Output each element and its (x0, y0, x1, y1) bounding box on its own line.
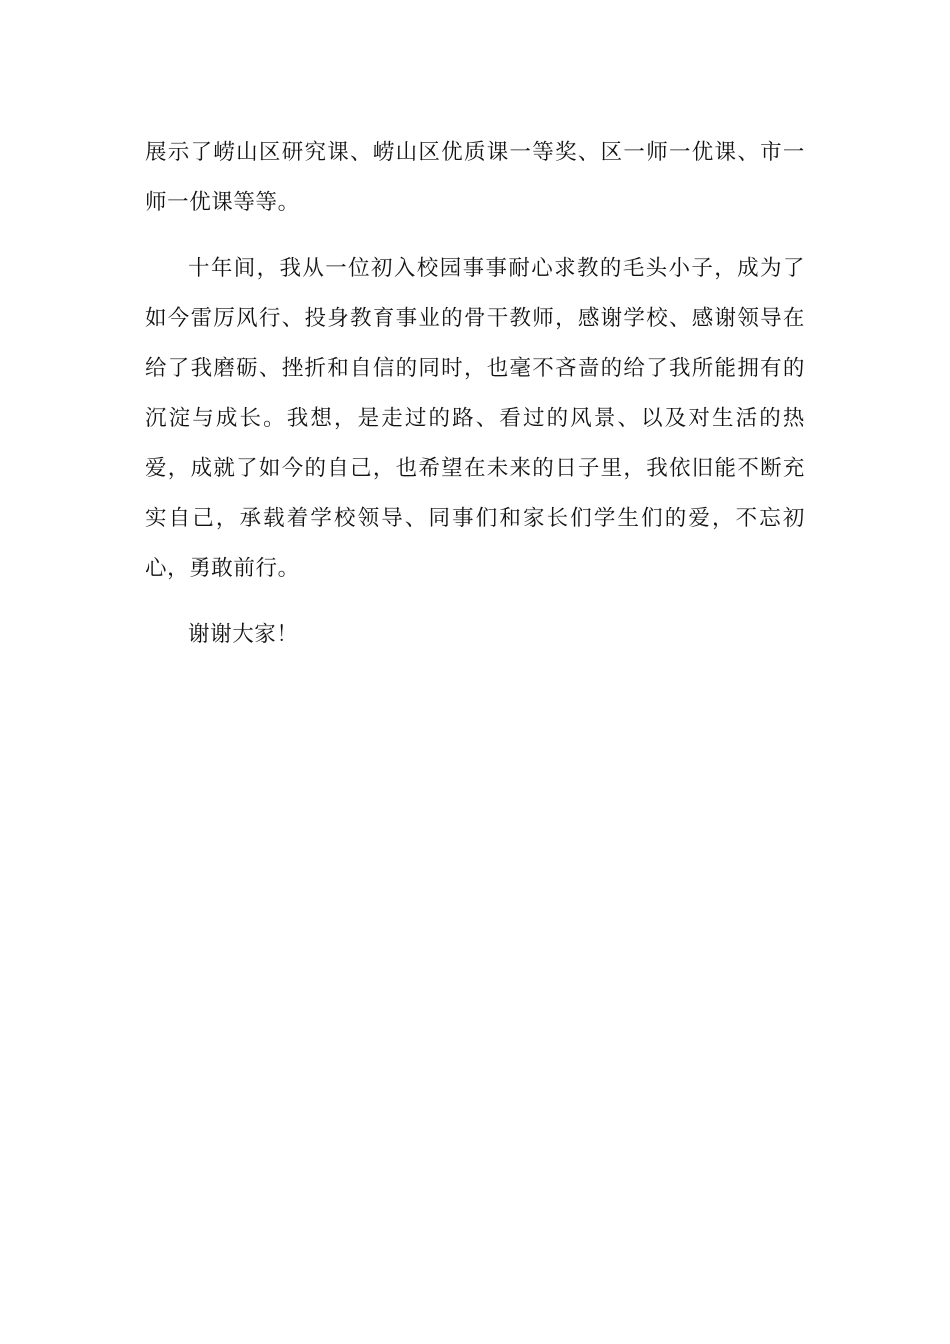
paragraph-ten-years: 十年间，我从一位初入校园事事耐心求教的毛头小子，成为了如今雷厉风行、投身教育事业的骨干教师，感谢学校、感谢领导在给了我磨砺、挫折和自信的同时，也毫不吝啬的给了我所能拥有的沉淀与成长。我想，是走过的路、看过的风景、以及对生活的热爱，成就了如今的自己，也希望在未来的日子里，我依旧能不断充实自己，承载着学校领导、同事们和家长们学生们的爱，不忘初心，勇敢前行。 (145, 256, 805, 581)
paragraph-continued: 展示了崂山区研究课、崂山区优质课一等奖、区一师一优课、市一师一优课等等。 (145, 140, 805, 215)
document-body (145, 128, 805, 676)
paragraph-thanks: 谢谢大家！ (188, 622, 299, 647)
